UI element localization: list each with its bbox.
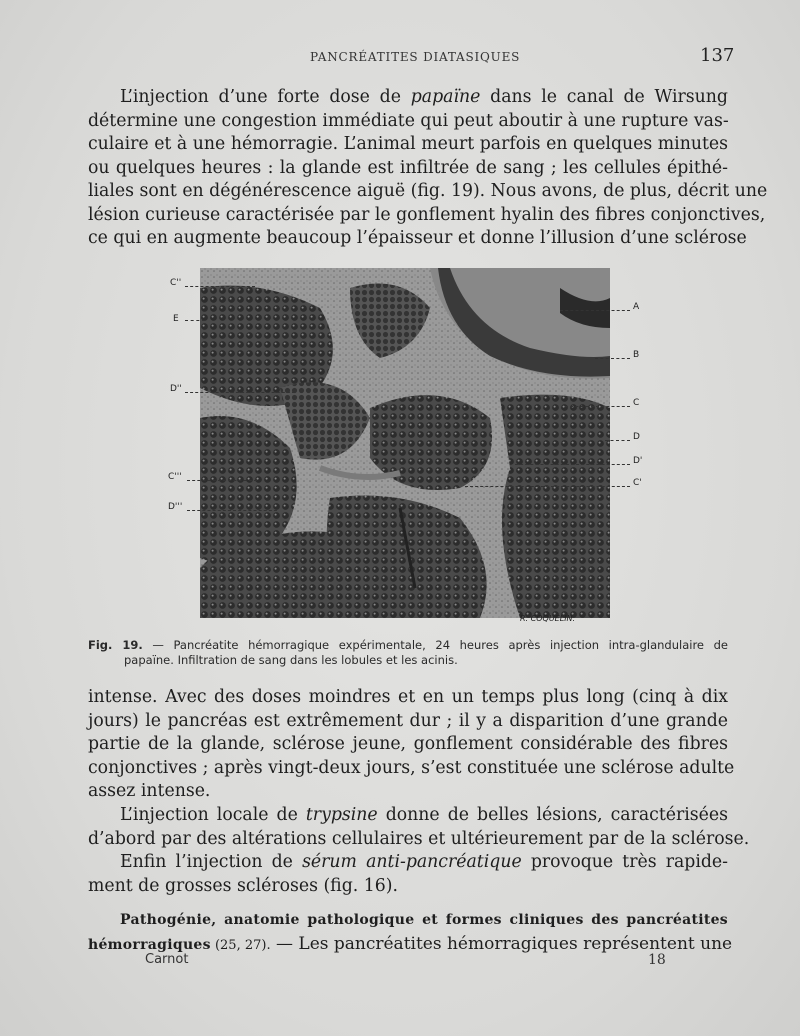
text-line: détermine une congestion immédiate qui peut aboutir à une rupture vas- [88, 110, 729, 131]
text-line: assez intense. [88, 781, 211, 801]
footer-signature-mark: 18 [648, 952, 666, 968]
label-leader-line [185, 392, 295, 393]
text-line: ment de grosses scléroses (fig. 16). [88, 875, 398, 896]
figure-label: D [633, 432, 640, 442]
caption-line: papaïne. Infiltration de sang dans les lobules et les acinis. [124, 653, 458, 667]
label-leader-line [595, 358, 630, 359]
text-line: L’injection locale de trypsine donne de belles lésions, caractérisées [120, 805, 728, 825]
text-line: lésion curieuse caractérisée par le gonflement hyalin des fibres conjonctives, [88, 204, 766, 225]
running-head: PANCRÉATITES DIATASIQUES [310, 50, 521, 64]
figure-19 [165, 262, 643, 637]
text-line: liales sont en dégénérescence aiguë (fig. 19). Nous avons, de plus, décrit une [88, 181, 768, 201]
figure-label: C'' [170, 278, 182, 288]
paragraph-continuation [88, 686, 735, 804]
label-leader-line [187, 510, 277, 511]
label-leader-line [515, 464, 630, 465]
text-line: jours) le pancréas est extrêmement dur ; il y a disparition d’une grande [88, 710, 728, 731]
footer-author: Carnot [145, 952, 189, 967]
label-leader-line [185, 286, 255, 287]
paragraph-intro [88, 86, 768, 251]
micrograph-drawing [200, 268, 610, 618]
text-line: Enfin l’injection de sérum anti-pancréatique provoque très rapide- [120, 852, 728, 872]
paragraph-trypsine [88, 804, 750, 851]
figure-label: C [633, 398, 640, 408]
label-leader-line [560, 310, 630, 311]
figure-label: D' [633, 456, 643, 466]
label-leader-line [465, 486, 630, 487]
text-line: culaire et à une hémorragie. L’animal meurt parfois en quelques minutes [88, 134, 728, 154]
engraver-signature: R. COQUELIN. [520, 614, 576, 623]
label-leader-line [605, 440, 630, 441]
text-line: conjonctives ; après vingt-deux jours, s’est constituée une sclérose adulte [88, 757, 735, 778]
figure-label: C''' [168, 472, 182, 482]
text-line: partie de la glande, sclérose jeune, gonflement considérable des fibres [88, 734, 728, 754]
text-line: intense. Avec des doses moindres et en un temps plus long (cinq à dix [88, 687, 728, 707]
section-heading-line: Pathogénie, anatomie pathologique et formes cliniques des pancréatites [120, 912, 728, 928]
section-pathogenie [88, 908, 733, 957]
figure-label: B [633, 350, 640, 360]
figure-label: D''' [168, 502, 183, 512]
figure-label: E [173, 314, 179, 324]
label-leader-line [565, 406, 630, 407]
text-line: L’injection d’une forte dose de papaïne dans le canal de Wirsung [120, 87, 728, 107]
text-line: ou quelques heures : la glande est infiltrée de sang ; les cellules épithé- [88, 157, 728, 178]
figure-label: D'' [170, 384, 182, 394]
figure-label: A [633, 302, 640, 312]
label-leader-line [185, 320, 205, 321]
page-number: 137 [700, 45, 735, 66]
figure-label: C' [633, 478, 642, 488]
label-leader-line [187, 480, 257, 481]
figure-caption [88, 638, 728, 668]
text-line: ce qui en augmente beaucoup l’épaisseur et donne l’illusion d’une sclérose [88, 228, 747, 248]
caption-line: Fig. 19. — Pancréatite hémorragique expérimentale, 24 heures après injection intra-glandulaire de [88, 638, 728, 652]
text-line: d’abord par des altérations cellulaires et ultérieurement par de la sclérose. [88, 828, 750, 849]
paragraph-serum [88, 851, 728, 898]
section-heading-line: hémorragiques (25, 27). — Les pancréatites hémorragiques représentent une [88, 933, 733, 954]
micrograph-image [200, 268, 610, 618]
